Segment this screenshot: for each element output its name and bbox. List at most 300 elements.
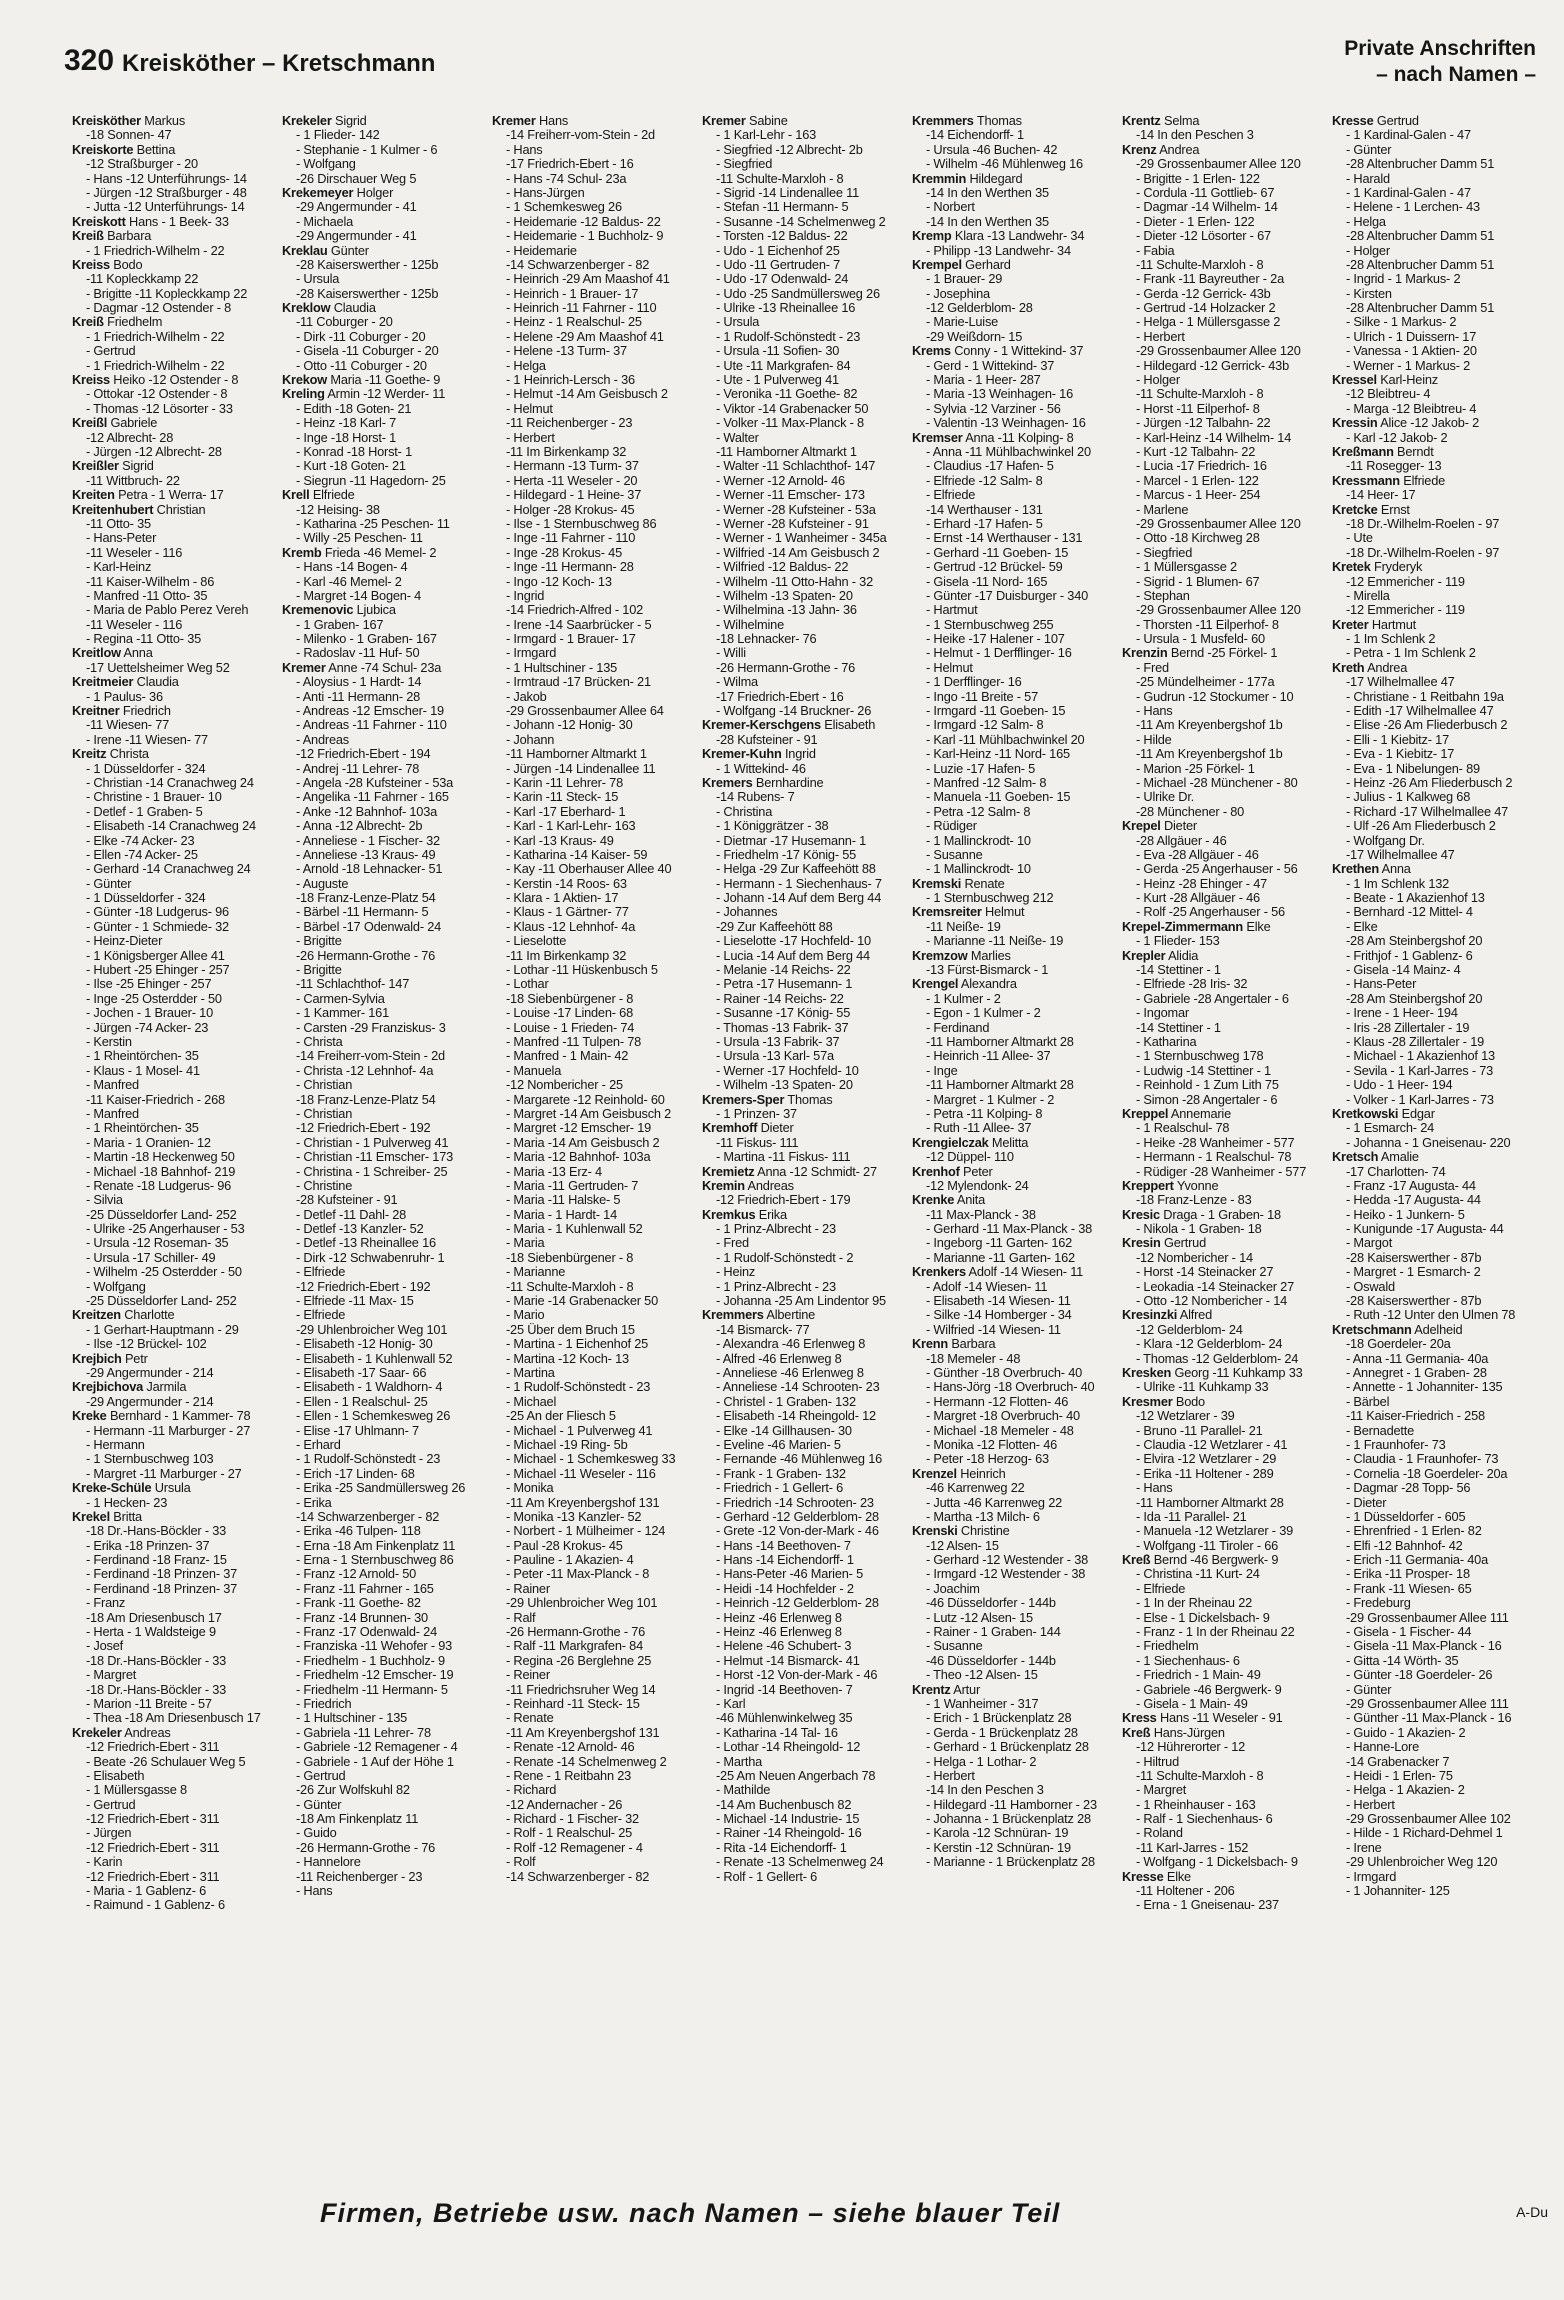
directory-entry <box>492 258 700 272</box>
directory-entry <box>912 1539 1120 1553</box>
directory-entry <box>912 762 1120 776</box>
directory-entry <box>912 1049 1120 1063</box>
entry-text: - Vanessa - 1 Aktien- 20 <box>1346 344 1477 359</box>
entry-text: - Erhard <box>296 1437 341 1452</box>
surname: Krell <box>282 488 310 503</box>
entry-text: - Klaus -12 Lehnhof- 4a <box>506 919 636 934</box>
directory-entry <box>1122 1323 1330 1337</box>
entry-text: - Gitta -14 Wörth- 35 <box>1346 1653 1459 1668</box>
entry-text: - Marion -25 Förkel- 1 <box>1136 761 1255 776</box>
entry-text: - Dieter - 1 Erlen- 122 <box>1136 214 1255 229</box>
directory-entry <box>702 301 910 315</box>
entry-text: -29 Angermunder - 214 <box>86 1394 214 1409</box>
entry-text: - Ferdinand -18 Franz- 15 <box>86 1553 227 1568</box>
surname: Krentz <box>1122 114 1161 128</box>
entry-text: -29 Grossenbaumer Allee 111 <box>1346 1696 1509 1711</box>
entry-text: Conny - 1 Wittekind- 37 <box>954 344 1084 359</box>
entry-text: Andrea <box>1367 660 1408 675</box>
entry-text: - Bärbel <box>1346 1394 1390 1409</box>
directory-entry <box>72 862 280 876</box>
entry-text: -29 Angermunder - 214 <box>86 1365 214 1380</box>
entry-text: - Friedrich <box>296 1696 352 1711</box>
directory-entry <box>72 1424 280 1438</box>
directory-entry <box>1122 704 1330 718</box>
directory-entry <box>1332 1280 1540 1294</box>
surname: Krepel <box>1122 819 1161 834</box>
directory-entry <box>1122 733 1330 747</box>
directory-entry <box>1332 1136 1540 1150</box>
directory-entry <box>1122 1193 1330 1207</box>
entry-text: - Elisabeth -17 Saar- 66 <box>296 1365 427 1380</box>
entry-text: Edgar <box>1401 1106 1435 1121</box>
directory-entry <box>282 1654 490 1668</box>
directory-entry <box>1332 128 1540 142</box>
directory-entry <box>492 143 700 157</box>
entry-text: - Helene - 1 Lerchen- 43 <box>1346 200 1480 215</box>
entry-text: - Frank - 1 Graben- 132 <box>716 1466 846 1481</box>
entry-text: - Karl-Heinz <box>86 560 152 575</box>
directory-entry <box>72 1553 280 1567</box>
directory-entry <box>282 1639 490 1653</box>
directory-entry <box>912 531 1120 545</box>
entry-text: - Gisela -11 Nord- 165 <box>926 574 1048 589</box>
directory-entry <box>282 330 490 344</box>
entry-text: - 1 Düsseldorfer - 605 <box>1346 1509 1466 1524</box>
entry-text: - Jürgen -12 Talbahn- 22 <box>1136 416 1271 431</box>
directory-entry <box>912 1726 1120 1740</box>
directory-entry <box>492 1798 700 1812</box>
directory-entry <box>492 1726 700 1740</box>
entry-text: - Margot <box>1346 1236 1393 1251</box>
directory-entry <box>1332 1596 1540 1610</box>
directory-entry <box>72 805 280 819</box>
directory-entry <box>702 359 910 373</box>
entry-text: - 1 Derfflinger- 16 <box>926 675 1022 690</box>
directory-entry <box>72 1884 280 1898</box>
directory-entry <box>492 272 700 286</box>
entry-text: - Cordula -11 Gottlieb- 67 <box>1136 185 1275 200</box>
entry-text: - Christiane - 1 Reitbahn 19a <box>1346 689 1504 704</box>
entry-text: - Helmut - 1 Derfflinger- 16 <box>926 646 1072 661</box>
entry-text: - Helga - 1 Müllersgasse 2 <box>1136 315 1281 330</box>
entry-text: - Erika -46 Tulpen- 118 <box>296 1524 421 1539</box>
surname-entry <box>912 258 1120 272</box>
directory-entry <box>492 1150 700 1164</box>
entry-text: - Johanna -25 Am Lindentor 95 <box>716 1294 886 1309</box>
directory-entry <box>282 128 490 142</box>
directory-entry <box>282 920 490 934</box>
directory-entry <box>1332 1193 1540 1207</box>
directory-entry <box>912 1021 1120 1035</box>
directory-entry <box>702 1812 910 1826</box>
entry-text: - Wilma <box>716 675 758 690</box>
entry-text: -14 Schwarzenberger - 82 <box>506 1869 650 1884</box>
entry-text: - Jürgen <box>86 1826 132 1841</box>
directory-entry <box>1122 992 1330 1006</box>
surname-entry <box>1122 143 1330 157</box>
entry-text: - Otto -12 Nombericher - 14 <box>1136 1294 1288 1309</box>
directory-entry <box>702 344 910 358</box>
entry-text: - Alfred -46 Erlenweg 8 <box>716 1351 842 1366</box>
entry-text: -12 Düppel- 110 <box>926 1150 1014 1165</box>
entry-text: - Fred <box>1136 660 1169 675</box>
directory-entry <box>492 675 700 689</box>
directory-entry <box>72 301 280 315</box>
directory-entry <box>282 1798 490 1812</box>
entry-text: - Friedhelm <box>1136 1639 1199 1654</box>
surname: Krentz <box>912 1682 951 1697</box>
directory-entry <box>702 459 910 473</box>
entry-text: - Claudia -12 Wetzlarer - 41 <box>1136 1437 1288 1452</box>
entry-text: -28 Kufsteiner - 91 <box>296 1193 398 1208</box>
entry-text: -18 Siebenbürgener - 8 <box>506 1250 634 1265</box>
entry-text: - Irene -11 Wiesen- 77 <box>86 732 208 747</box>
directory-entry <box>72 560 280 574</box>
entry-text: - Elke <box>1346 919 1378 934</box>
entry-text: - Heidemarie -12 Baldus- 22 <box>506 214 661 229</box>
entry-text: -29 Grossenbaumer Allee 120 <box>1136 516 1301 531</box>
entry-text: - Wolfgang -14 Bruckner- 26 <box>716 704 872 719</box>
entry-text: Bernhard - 1 Kammer- 78 <box>109 1409 251 1424</box>
entry-text: - Hans -14 Bogen- 4 <box>296 560 408 575</box>
surname-entry <box>912 1467 1120 1481</box>
surname: Kresin <box>1122 1236 1161 1251</box>
entry-text: - Heinz <box>716 1265 756 1280</box>
directory-entry <box>492 1136 700 1150</box>
directory-entry <box>282 416 490 430</box>
directory-entry <box>702 877 910 891</box>
directory-entry <box>912 1668 1120 1682</box>
surname-entry <box>72 1726 280 1740</box>
section-heading-line1: Private Anschriften <box>1344 37 1536 60</box>
entry-text: - Heike -28 Wanheimer - 577 <box>1136 1135 1295 1150</box>
entry-text: - Lothar -11 Hüskenbusch 5 <box>506 963 658 978</box>
entry-text: - Ida -11 Parallel- 21 <box>1136 1509 1247 1524</box>
entry-text: -29 Uhlenbroicher Weg 120 <box>1346 1855 1498 1870</box>
directory-entry <box>1332 1093 1540 1107</box>
directory-entry <box>1122 1049 1330 1063</box>
directory-entry <box>72 344 280 358</box>
directory-entry <box>282 1222 490 1236</box>
entry-text: -11 Reichenberger - 23 <box>296 1869 423 1884</box>
directory-entry <box>282 1409 490 1423</box>
entry-text: - Otto -11 Coburger - 20 <box>296 358 427 373</box>
directory-entry <box>1122 1424 1330 1438</box>
surname-entry <box>702 1093 910 1107</box>
surname: Krethen <box>1332 862 1379 877</box>
directory-entry <box>492 1323 700 1337</box>
directory-entry <box>72 186 280 200</box>
directory-entry <box>1332 1222 1540 1236</box>
entry-text: -18 Memeler - 48 <box>926 1351 1021 1366</box>
entry-text: -11 Weseler - 116 <box>86 545 183 560</box>
entry-text: - Ute <box>1346 531 1373 546</box>
directory-entry <box>702 1539 910 1553</box>
directory-entry <box>282 1755 490 1769</box>
surname-entry <box>702 747 910 761</box>
directory-entry <box>1122 560 1330 574</box>
entry-text: - Ursula -13 Fabrik- 37 <box>716 1035 840 1049</box>
surname-entry <box>702 1165 910 1179</box>
directory-entry <box>1122 315 1330 329</box>
entry-text: - Rüdiger <box>926 819 977 834</box>
directory-entry <box>282 1121 490 1135</box>
entry-text: -12 Nombericher - 14 <box>1136 1250 1253 1265</box>
entry-text: - Wilhelmina -13 Jahn- 36 <box>716 603 857 618</box>
entry-text: Elisabeth <box>824 718 876 733</box>
entry-text: - Hildegard -11 Hamborner - 23 <box>926 1797 1097 1812</box>
surname: Krepel-Zimmermann <box>1122 919 1244 934</box>
entry-text: - Karl -13 Kraus- 49 <box>506 833 614 848</box>
entry-text: - Anna -12 Albrecht- 2b <box>296 819 423 834</box>
entry-text: - Helga - 1 Lothar- 2 <box>926 1754 1037 1769</box>
surname: Kressel <box>1332 373 1377 388</box>
directory-entry <box>702 287 910 301</box>
directory-entry <box>72 949 280 963</box>
directory-entry <box>1122 330 1330 344</box>
entry-text: - 1 Esmarch- 24 <box>1346 1121 1435 1136</box>
entry-text: - Lieselotte -17 Hochfeld- 10 <box>716 934 871 949</box>
entry-text: - Volker - 1 Karl-Jarres - 73 <box>1346 1092 1494 1107</box>
directory-entry <box>702 1755 910 1769</box>
entry-text: - Hilde - 1 Richard-Dehmel 1 <box>1346 1826 1503 1841</box>
directory-entry <box>912 244 1120 258</box>
directory-entry <box>702 1726 910 1740</box>
entry-text: Elfriede <box>312 488 355 503</box>
entry-text: - 1 Sternbuschweg 178 <box>1136 1049 1264 1064</box>
directory-entry <box>72 431 280 445</box>
section-heading <box>1344 36 1536 88</box>
surname-entry <box>1332 560 1540 574</box>
entry-text: - Holger <box>1136 373 1180 388</box>
directory-entry <box>1332 790 1540 804</box>
entry-text: - Dagmar -12 Ostender - 8 <box>86 301 232 316</box>
directory-entry <box>1122 618 1330 632</box>
directory-entry <box>492 1812 700 1826</box>
entry-text: Adelheid <box>1414 1322 1463 1337</box>
directory-entry <box>912 1826 1120 1840</box>
entry-text: - Gerhard - 1 Brückenplatz 28 <box>926 1740 1089 1755</box>
directory-entry <box>1332 1006 1540 1020</box>
directory-entry <box>282 1136 490 1150</box>
entry-text: - Fabia <box>1136 243 1175 258</box>
entry-text: - Susanne <box>926 1639 983 1654</box>
entry-text: -12 Mylendonk- 24 <box>926 1178 1029 1193</box>
directory-entry <box>1122 934 1330 948</box>
entry-text: - Renate -18 Ludgerus- 96 <box>86 1178 232 1193</box>
directory-entry <box>702 431 910 445</box>
entry-text: - Franz -14 Brunnen- 30 <box>296 1610 428 1625</box>
entry-text: - Sigrid -14 Lindenallee 11 <box>716 185 860 200</box>
directory-entry <box>1122 1136 1330 1150</box>
directory-entry <box>912 1855 1120 1869</box>
directory-entry <box>1332 315 1540 329</box>
entry-text: - Lieselotte <box>506 934 567 949</box>
directory-entry <box>1332 1337 1540 1351</box>
directory-entry <box>1332 1265 1540 1279</box>
directory-entry <box>1122 1021 1330 1035</box>
directory-entry <box>1332 733 1540 747</box>
entry-text: - Anna -11 Germania- 40a <box>1346 1351 1489 1366</box>
directory-entry <box>282 517 490 531</box>
directory-entry <box>1332 834 1540 848</box>
directory-entry <box>1122 805 1330 819</box>
surname: Krepler <box>1122 948 1166 963</box>
directory-entry <box>912 1078 1120 1092</box>
directory-entry <box>912 1841 1120 1855</box>
directory-entry <box>702 891 910 905</box>
directory-entry <box>702 1611 910 1625</box>
directory-entry <box>282 272 490 286</box>
entry-text: - 1 Realschul- 78 <box>1136 1121 1230 1136</box>
surname-entry <box>912 1524 1120 1538</box>
entry-text: - Wilfried -14 Wiesen- 11 <box>926 1322 1061 1337</box>
entry-text: Amalie <box>1380 1150 1419 1165</box>
entry-text: - Norbert - 1 Mülheimer - 124 <box>506 1524 666 1539</box>
surname: Krengel <box>912 977 959 992</box>
entry-text: - Susanne -17 König- 55 <box>716 1006 851 1021</box>
entry-text: -12 Wetzlarer - 39 <box>1136 1409 1235 1424</box>
directory-entry <box>702 128 910 142</box>
entry-text: Anna <box>1381 862 1411 877</box>
entry-text: - Ingeborg -11 Garten- 162 <box>926 1236 1073 1251</box>
entry-text: - Ludwig -14 Stettiner - 1 <box>1136 1063 1271 1078</box>
entry-text: -29 Angermunder - 41 <box>296 229 417 244</box>
entry-text: - Marie -14 Grabenacker 50 <box>506 1294 658 1309</box>
entry-text: - Heinrich -11 Allee- 37 <box>926 1049 1051 1064</box>
directory-entry <box>912 1308 1120 1322</box>
entry-text: -26 Dirschauer Weg 5 <box>296 171 417 186</box>
entry-text: -12 Friedrich-Ebert - 194 <box>296 747 431 762</box>
entry-text: -11 Rosegger- 13 <box>1346 459 1442 474</box>
entry-text: -12 Friedrich-Ebert - 311 <box>86 1812 220 1827</box>
entry-text: Anne -74 Schul- 23a <box>328 660 442 675</box>
directory-entry <box>1332 1467 1540 1481</box>
surname-entry <box>72 675 280 689</box>
directory-entry <box>1122 301 1330 315</box>
directory-entry <box>1332 1726 1540 1740</box>
entry-text: - Elfriede -28 Iris- 32 <box>1136 977 1248 992</box>
entry-text: - Gerda -12 Gerrick- 43b <box>1136 286 1271 301</box>
entry-text: - Elise -26 Am Fliederbusch 2 <box>1346 718 1508 733</box>
entry-text: -14 Schwarzenberger - 82 <box>506 257 650 272</box>
surname-entry <box>912 229 1120 243</box>
entry-text: - Ursula -13 Karl- 57a <box>716 1049 834 1064</box>
directory-entry <box>492 977 700 991</box>
directory-entry <box>912 1553 1120 1567</box>
entry-text: -11 Holtener - 206 <box>1136 1884 1235 1899</box>
directory-entry <box>72 1855 280 1869</box>
directory-entry <box>282 575 490 589</box>
directory-entry <box>1332 1352 1540 1366</box>
surname-entry <box>72 1481 280 1495</box>
entry-text: - Karl - 1 Karl-Lehr- 163 <box>506 819 636 834</box>
entry-text: - Maria - 1 Oranien- 12 <box>86 1135 211 1150</box>
directory-entry <box>1122 1826 1330 1840</box>
entry-text: - Hans -14 Beethoven- 7 <box>716 1538 851 1553</box>
entry-text: - Gisela -11 Max-Planck - 16 <box>1346 1639 1502 1654</box>
entry-text: - Helmut -14 Am Geisbusch 2 <box>506 387 668 402</box>
entry-text: - Monika -13 Kanzler- 52 <box>506 1509 642 1524</box>
entry-text: Christine <box>960 1524 1010 1539</box>
entry-text: - Christine - 1 Brauer- 10 <box>86 790 222 805</box>
directory-entry <box>282 834 490 848</box>
directory-entry <box>912 575 1120 589</box>
entry-text: - Friedrich - 1 Main- 49 <box>1136 1668 1261 1683</box>
directory-entry <box>912 675 1120 689</box>
directory-entry <box>702 474 910 488</box>
directory-entry <box>1122 575 1330 589</box>
entry-text: - Klara - 1 Aktien- 17 <box>506 891 619 906</box>
entry-text: Andreas <box>124 1725 171 1740</box>
entry-text: - Ingo -11 Breite - 57 <box>926 689 1039 704</box>
directory-entry <box>912 618 1120 632</box>
entry-text: - Ernst -14 Werthauser - 131 <box>926 531 1083 546</box>
entry-text: Erika <box>758 1207 787 1222</box>
directory-entry <box>72 1467 280 1481</box>
entry-text: Marlies <box>970 948 1011 963</box>
directory-entry <box>1122 1481 1330 1495</box>
entry-text: - Franz -17 Augusta- 44 <box>1346 1178 1476 1193</box>
entry-text: - 1 Karl-Lehr - 163 <box>716 128 817 143</box>
entry-text: - Heinz - 1 Realschul- 25 <box>506 315 642 330</box>
directory-entry <box>912 805 1120 819</box>
surname: Krenzin <box>1122 646 1168 661</box>
entry-text: - Brigitte -11 Kopleckkamp 22 <box>86 286 248 301</box>
directory-entry <box>72 1769 280 1783</box>
directory-entry <box>702 1323 910 1337</box>
directory-entry <box>702 805 910 819</box>
directory-entry <box>912 1611 1120 1625</box>
surname: Kresmer <box>1122 1394 1173 1409</box>
directory-entry <box>702 1683 910 1697</box>
entry-text: - Siegfried -12 Albrecht- 2b <box>716 142 863 157</box>
directory-entry <box>492 474 700 488</box>
entry-text: - Jakob <box>506 689 547 704</box>
entry-text: - Ulrich - 1 Duissern- 17 <box>1346 329 1477 344</box>
surname: Kremer-Kuhn <box>702 747 782 762</box>
entry-text: -14 Heer- 17 <box>1346 488 1416 503</box>
entry-text: -26 Hermann-Grothe - 76 <box>296 1840 436 1855</box>
directory-entry <box>72 1265 280 1279</box>
entry-text: - Christine <box>296 1178 353 1193</box>
directory-entry <box>492 330 700 344</box>
entry-text: -14 In den Werthen 35 <box>926 185 1049 200</box>
directory-entry <box>72 1222 280 1236</box>
entry-text: -18 Franz-Lenze-Platz 54 <box>296 1092 436 1107</box>
surname-entry <box>912 431 1120 445</box>
entry-text: - Wilhelm -13 Spaten- 20 <box>716 1078 853 1093</box>
directory-entry <box>72 445 280 459</box>
directory-entry <box>72 632 280 646</box>
surname: Kreklow <box>282 301 331 316</box>
entry-text: - Petra -12 Salm- 8 <box>926 804 1031 819</box>
entry-text: - Gabriela -11 Lehrer- 78 <box>296 1725 431 1740</box>
entry-text: - Annette - 1 Johanniter- 135 <box>1346 1380 1503 1395</box>
directory-entry <box>912 301 1120 315</box>
entry-text: - Günther -11 Max-Planck - 16 <box>1346 1711 1512 1726</box>
directory-entry <box>282 1524 490 1538</box>
entry-text: -29 Grossenbaumer Allee 120 <box>1136 603 1301 618</box>
directory-entry <box>492 244 700 258</box>
entry-text: - Karl -12 Jakob- 2 <box>1346 430 1448 445</box>
surname: Kremenovic <box>282 603 354 618</box>
entry-text: - Erika -11 Holtener - 289 <box>1136 1466 1274 1481</box>
entry-text: - Hartmut <box>926 603 978 618</box>
directory-entry <box>282 1812 490 1826</box>
directory-entry <box>702 661 910 675</box>
directory-entry <box>1332 517 1540 531</box>
